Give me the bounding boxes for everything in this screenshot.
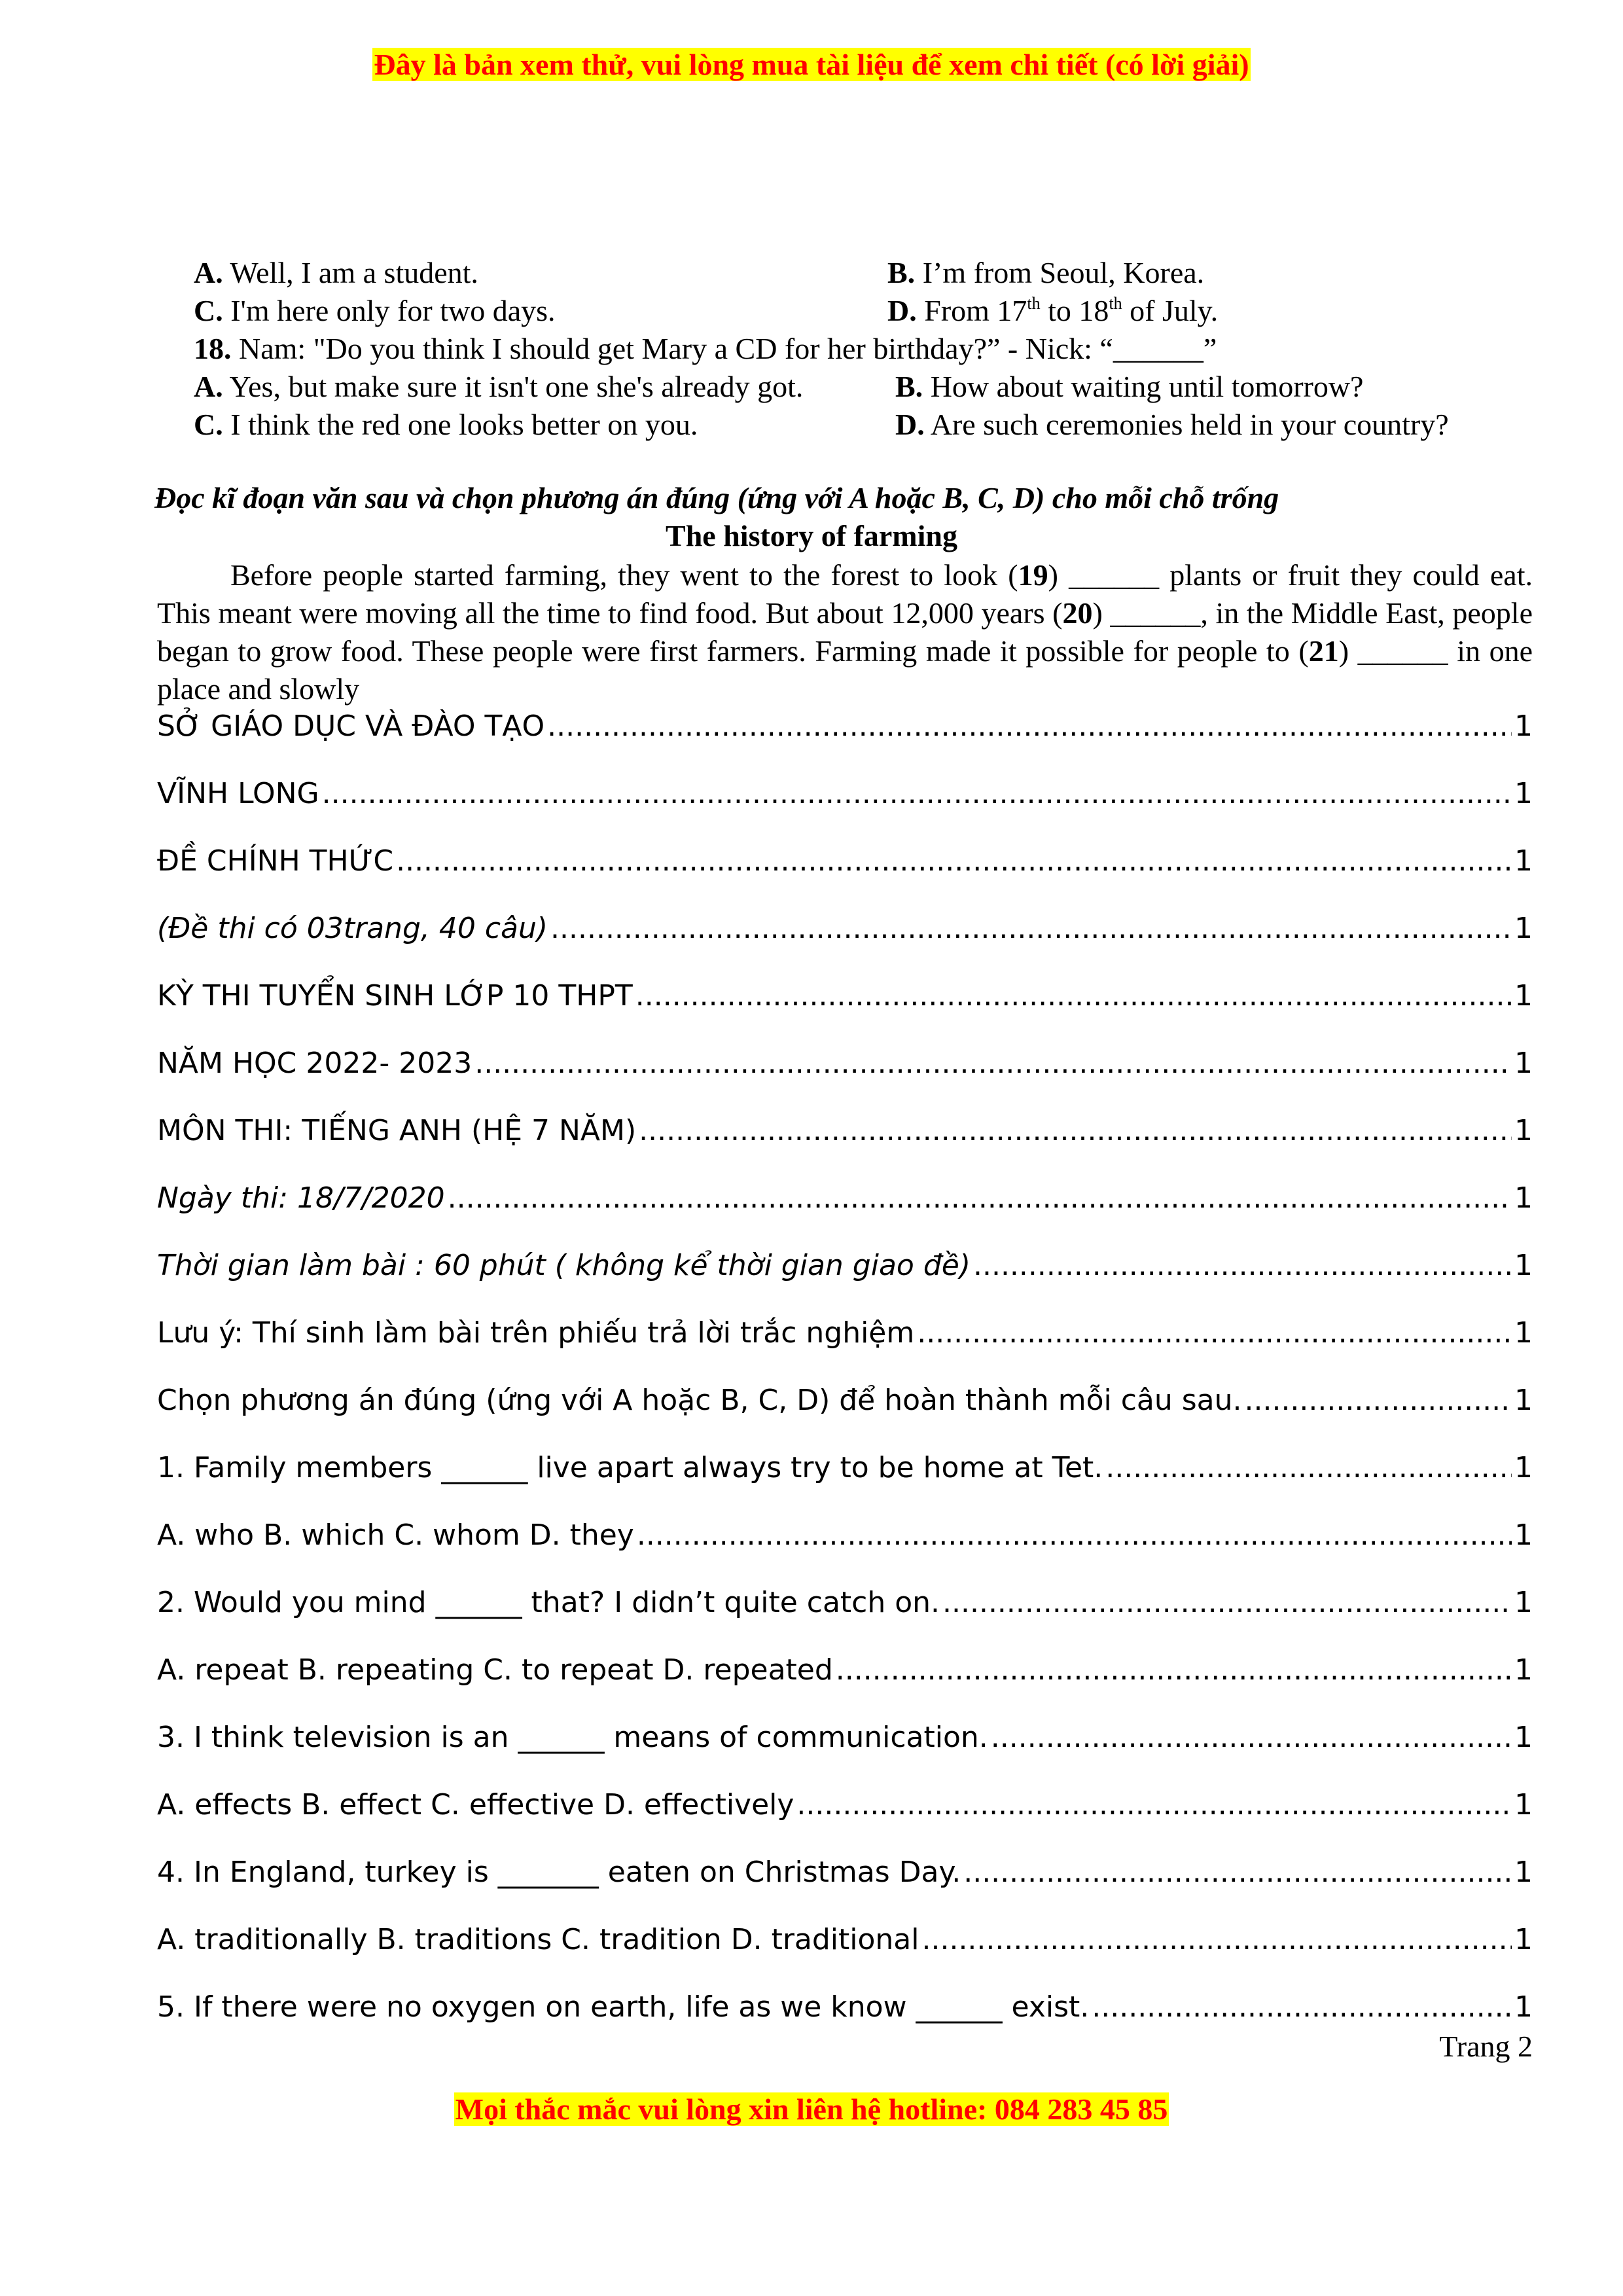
q18-option-b: B. How about waiting until tomorrow? <box>895 370 1364 403</box>
toc-entry-page: 1 <box>1514 979 1533 1013</box>
toc-entry-page: 1 <box>1514 1653 1533 1687</box>
toc-entry-text: Thời gian làm bài : 60 phút ( không kể thời gian giao đề) <box>157 1249 971 1282</box>
toc-dot-leader <box>917 1299 1512 1367</box>
toc-entry-page: 1 <box>1514 1181 1533 1215</box>
toc-entry-page: 1 <box>1514 1384 1533 1417</box>
toc-entry-text: Chọn phương án đúng (ứng với A hoặc B, C, D) để hoàn thành mỗi câu sau. <box>157 1384 1242 1417</box>
toc-entry-page: 1 <box>1514 777 1533 810</box>
toc-dot-leader <box>942 1569 1512 1636</box>
toc-entry[interactable] <box>157 1636 1533 1704</box>
preview-notice-text: Đây là bản xem thử, vui lòng mua tài liệu để xem chi tiết (có lời giải) <box>374 48 1249 81</box>
toc-entry-page: 1 <box>1514 912 1533 945</box>
toc-entry-page: 1 <box>1514 1114 1533 1147</box>
toc-entry-page: 1 <box>1514 1923 1533 1956</box>
toc-entry-page: 1 <box>1514 1856 1533 1889</box>
toc-entry[interactable] <box>157 1906 1533 1973</box>
toc-entry-text: Lưu ý: Thí sinh làm bài trên phiếu trả lời trắc nghiệm <box>157 1316 915 1350</box>
toc-entry-page: 1 <box>1514 709 1533 743</box>
toc-entry[interactable] <box>157 1501 1533 1569</box>
toc-entry[interactable] <box>157 1973 1533 2041</box>
toc-dot-leader <box>922 1906 1512 1973</box>
toc-entry-text: A. effects B. effect C. effective D. effectively <box>157 1788 794 1821</box>
toc-entry[interactable] <box>157 1569 1533 1636</box>
q18-option-a: A. Yes, but make sure it isn't one she's already got. <box>194 370 804 403</box>
toc-dot-leader <box>1245 1367 1512 1434</box>
blank-20-number: 20 <box>1062 596 1093 630</box>
toc-entry[interactable] <box>157 1164 1533 1232</box>
toc-entry-text: (Đề thi có 03trang, 40 câu) <box>157 912 548 945</box>
page-number: Trang 2 <box>1439 2030 1533 2063</box>
toc-entry-text: 1. Family members ______ live apart always try to be home at Tet. <box>157 1451 1103 1484</box>
toc-entry-text: KỲ THI TUYỂN SINH LỚP 10 THPT <box>157 979 633 1013</box>
q17-option-d: D. From 17th to 18th of July. <box>887 294 1219 327</box>
toc-entry[interactable] <box>157 692 1533 760</box>
toc-dot-leader <box>448 1164 1512 1232</box>
q18-option-d: D. Are such ceremonies held in your country? <box>895 408 1449 441</box>
toc-dot-leader <box>963 1839 1512 1906</box>
toc-entry[interactable] <box>157 962 1533 1030</box>
toc-entry-text: 3. I think television is an ______ means of communication. <box>157 1721 988 1754</box>
toc-entry-page: 1 <box>1514 1721 1533 1754</box>
toc-entry[interactable] <box>157 1030 1533 1097</box>
hotline-notice-banner <box>0 2092 1623 2126</box>
toc-entry-page: 1 <box>1514 1990 1533 2024</box>
toc-entry-page: 1 <box>1514 1047 1533 1080</box>
reading-passage: Before people started farming, they went to the forest to look (19) ______ plants or fruit they could eat. This meant were moving all the time to find food. But about 12,000 years (20) ______, in the Middle East, people began to grow food. These people were first farmers. Farming made it possible for people to (21) ______ in one place and slowly <box>157 558 1533 706</box>
toc-entry[interactable] <box>157 760 1533 827</box>
toc-entry-text: 2. Would you mind ______ that? I didn’t quite catch on. <box>157 1586 940 1619</box>
toc-entry-page: 1 <box>1514 1788 1533 1821</box>
toc-entry-text: ĐỀ CHÍNH THỨC <box>157 844 394 878</box>
toc-dot-leader <box>547 692 1512 760</box>
toc-dot-leader <box>322 760 1512 827</box>
blank-19-number: 19 <box>1018 558 1048 592</box>
toc-entry-text: Ngày thi: 18/7/2020 <box>157 1181 445 1215</box>
toc-entry[interactable] <box>157 1232 1533 1299</box>
toc-entry-page: 1 <box>1514 1518 1533 1552</box>
toc-entry-text: A. repeat B. repeating C. to repeat D. repeated <box>157 1653 833 1687</box>
q17-option-b: B. I’m from Seoul, Korea. <box>887 256 1205 289</box>
preview-notice-banner <box>0 47 1623 82</box>
toc-entry[interactable] <box>157 1367 1533 1434</box>
toc-dot-leader <box>836 1636 1512 1704</box>
toc-entry[interactable] <box>157 1434 1533 1501</box>
toc-entry-text: SỞ GIÁO DỤC VÀ ĐÀO TẠO <box>157 709 545 743</box>
toc-entry-page: 1 <box>1514 1451 1533 1484</box>
q17-option-c: C. I'm here only for two days. <box>194 294 556 327</box>
hotline-notice-text: Mọi thắc mắc vui lòng xin liên hệ hotline: 084 283 45 85 <box>455 2092 1168 2126</box>
toc-dot-leader <box>474 1030 1512 1097</box>
toc-entry[interactable] <box>157 1097 1533 1164</box>
toc-entry-text: 4. In England, turkey is _______ eaten on Christmas Day. <box>157 1856 961 1889</box>
q18-stem: 18. Nam: "Do you think I should get Mary a CD for her birthday?” - Nick: “______” <box>194 332 1217 365</box>
toc-dot-leader <box>1105 1434 1512 1501</box>
toc-entry[interactable] <box>157 1839 1533 1906</box>
reading-instruction: Đọc kĩ đoạn văn sau và chọn phương án đúng (ứng với A hoặc B, C, D) cho mỗi chỗ trống <box>154 481 1279 514</box>
toc-entry-page: 1 <box>1514 1316 1533 1350</box>
blank-21-number: 21 <box>1308 634 1339 668</box>
toc-entry-text: NĂM HỌC 2022- 2023 <box>157 1047 473 1080</box>
toc-entry-page: 1 <box>1514 1249 1533 1282</box>
toc-dot-leader <box>796 1771 1512 1839</box>
toc-entry[interactable] <box>157 1299 1533 1367</box>
toc-entry[interactable] <box>157 895 1533 962</box>
q18-option-c: C. I think the red one looks better on you. <box>194 408 698 441</box>
toc-entry[interactable] <box>157 1704 1533 1771</box>
toc-entry-text: VĨNH LONG <box>157 777 319 810</box>
q17-option-a: A. Well, I am a student. <box>194 256 478 289</box>
toc-dot-leader <box>635 962 1512 1030</box>
toc-entry-text: A. who B. which C. whom D. they <box>157 1518 634 1552</box>
toc-entry[interactable] <box>157 827 1533 895</box>
toc-entry-text: MÔN THI: TIẾNG ANH (HỆ 7 NĂM) <box>157 1114 637 1147</box>
toc-dot-leader <box>991 1704 1512 1771</box>
toc-entry-text: 5. If there were no oxygen on earth, life as we know ______ exist. <box>157 1990 1090 2024</box>
toc-dot-leader <box>973 1232 1512 1299</box>
toc-dot-leader <box>396 827 1512 895</box>
toc-entry-text: A. traditionally B. traditions C. tradition D. traditional <box>157 1923 919 1956</box>
table-of-contents <box>157 692 1533 2041</box>
toc-entry-page: 1 <box>1514 1586 1533 1619</box>
toc-entry-page: 1 <box>1514 844 1533 878</box>
toc-dot-leader <box>637 1501 1512 1569</box>
toc-entry[interactable] <box>157 1771 1533 1839</box>
toc-dot-leader <box>550 895 1512 962</box>
passage-title: The history of farming <box>666 519 957 552</box>
toc-dot-leader <box>639 1097 1512 1164</box>
